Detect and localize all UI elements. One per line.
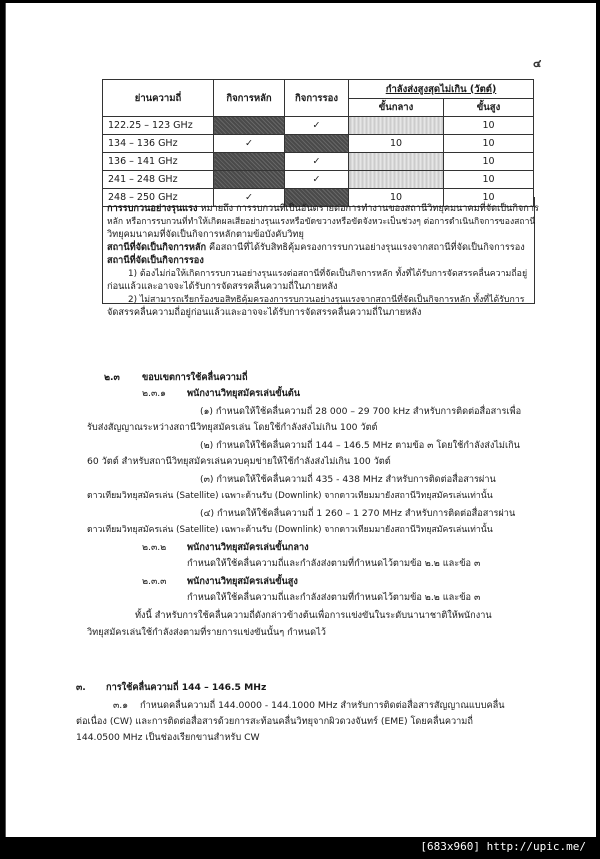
primary-cell xyxy=(214,117,285,135)
def-text: หมายถึง การรบกวนที่เป็นอันตรายต่อการทำงานของสถานีวิทยุคมนาคมที่จัดเป็นกิจการ xyxy=(197,203,539,214)
header-intermediate: ขั้นกลาง xyxy=(349,99,444,117)
list-item-line: (๒) กำหนดให้ใช้คลื่นความถี่ 144 – 146.5 MHz ตามข้อ ๓ โดยใช้กำลังส่งไม่เกิน xyxy=(200,440,520,451)
subsection-number: ๒.๓.๓ xyxy=(142,576,167,587)
list-item-line: (๓) กำหนดให้ใช้คลื่นความถี่ 435 - 438 MHz สำหรับการติดต่อสื่อสารผ่าน xyxy=(200,474,496,485)
term-interference: การรบกวนอย่างรุนแรง xyxy=(107,203,198,214)
primary-cell: ✓ xyxy=(214,135,285,153)
advanced-cell: 10 xyxy=(444,171,534,189)
secondary-cell: ✓ xyxy=(285,171,349,189)
list-item-line: 60 วัตต์ สำหรับสถานีวิทยุสมัครเล่นควบคุมข่ายให้ใช้กำลังส่งไม่เกิน 100 วัตต์ xyxy=(87,456,391,467)
subsection-title: พนักงานวิทยุสมัครเล่นขั้นสูง xyxy=(187,576,298,587)
term-primary: สถานีที่จัดเป็นกิจการหลัก xyxy=(107,242,207,253)
secondary-cell xyxy=(285,135,349,153)
intermediate-cell xyxy=(349,171,444,189)
primary-cell xyxy=(214,153,285,171)
frequency-allocation-table xyxy=(102,79,534,207)
list-item-line: (๑) กำหนดให้ใช้คลื่นความถี่ 28 000 – 29 700 kHz สำหรับการติดต่อสื่อสารเพื่อ xyxy=(200,406,522,417)
subsection-number: ๓.๑ xyxy=(113,700,129,711)
primary-cell xyxy=(214,171,285,189)
band-cell: 136 – 141 GHz xyxy=(103,153,214,171)
note-line: 1) ต้องไม่ก่อให้เกิดการรบกวนอย่างรุนแรงต่อสถานีที่จัดเป็นกิจการหลัก ทั้งที่ได้รับการจัดสรรคลื่นความถี่อยู่ xyxy=(128,269,528,279)
section-number: ๓. xyxy=(76,682,86,693)
advanced-cell: 10 xyxy=(444,153,534,171)
table-row xyxy=(103,153,534,171)
advanced-cell: 10 xyxy=(444,189,534,207)
list-item-line: (๔) กำหนดให้ใช้คลื่นความถี่ 1 260 – 1 270 MHz สำหรับการติดต่อสื่อสารผ่าน xyxy=(200,508,516,519)
list-item-line: รับส่งสัญญาณระหว่างสถานีวิทยุสมัครเล่น โดยใช้กำลังส่งไม่เกิน 100 วัตต์ xyxy=(87,422,378,433)
note-line: ก่อนแล้วและอาจจะได้รับการจัดสรรคลื่นความถี่ในภายหลัง xyxy=(107,281,338,292)
subsection-title: พนักงานวิทยุสมัครเล่นขั้นกลาง xyxy=(187,542,309,553)
subsection-number: ๒.๓.๒ xyxy=(142,542,167,553)
table-row xyxy=(103,135,534,153)
watermark-text: [683x960] http://upic.me/ xyxy=(420,840,586,853)
subsection-text: กำหนดให้ใช้คลื่นความถี่และกำลังส่งตามที่กำหนดไว้ตามข้อ ๒.๒ และข้อ ๓ xyxy=(187,592,481,603)
note-line: วิทยุคมนาคมที่จัดเป็นกิจการหลักตามข้อบังคับวิทยุ xyxy=(107,229,304,240)
intermediate-cell: 10 xyxy=(349,189,444,207)
list-item-line: ดาวเทียมวิทยุสมัครเล่น (Satellite) เฉพาะด้านรับ (Downlink) จากดาวเทียมมายังสถานีวิทยุสมัครเล่นเท่านั้น xyxy=(87,491,493,501)
band-cell: 248 – 250 GHz xyxy=(103,189,214,207)
secondary-cell: ✓ xyxy=(285,117,349,135)
paragraph-line: 144.0500 MHz เป็นช่องเรียกขานสำหรับ CW xyxy=(76,732,260,743)
header-primary: กิจการหลัก xyxy=(214,80,285,117)
def-text: คือสถานีที่ได้รับสิทธิคุ้มครองการรบกวนอย่างรุนแรงจากสถานีที่จัดเป็นกิจการรอง xyxy=(206,242,525,253)
header-band: ย่านความถี่ xyxy=(103,80,214,117)
term-secondary: สถานีที่จัดเป็นกิจการรอง xyxy=(107,255,204,266)
remark-line: วิทยุสมัครเล่นใช้กำลังส่งตามที่รายการแข่งขันนั้นๆ กำหนดไว้ xyxy=(87,627,326,638)
note-primary xyxy=(107,242,525,254)
subsection-number: ๒.๓.๑ xyxy=(142,388,167,399)
advanced-cell: 10 xyxy=(444,117,534,135)
advanced-cell: 10 xyxy=(444,135,534,153)
paragraph-line: ต่อเนื่อง (CW) และการติดต่อสื่อสารด้วยการสะท้อนคลื่นวิทยุจากผิวดวงจันทร์ (EME) โดยคลื่นความถี่ xyxy=(76,716,473,727)
band-cell: 122.25 – 123 GHz xyxy=(103,117,214,135)
subsection-title: พนักงานวิทยุสมัครเล่นขั้นต้น xyxy=(187,388,301,399)
note-interference xyxy=(107,203,539,215)
section-title: การใช้คลื่นความถี่ 144 – 146.5 MHz xyxy=(106,682,267,693)
paragraph-line: กำหนดคลื่นความถี่ 144.0000 - 144.1000 MHz สำหรับการติดต่อสื่อสารสัญญาณแบบคลื่น xyxy=(140,700,505,711)
header-advanced: ขั้นสูง xyxy=(444,99,534,117)
page-number: ๔ xyxy=(533,57,542,70)
remark-line: ทั้งนี้ สำหรับการใช้คลื่นความถี่ดังกล่าวข้างต้นเพื่อการแข่งขันในระดับนานาชาติให้พนักงาน xyxy=(135,610,492,621)
note-line: หลัก หรือการรบกวนที่ทำให้เกิดผลเสียอย่างรุนแรงหรือขัดขวางหรือขัดจังหวะเป็นช่วงๆ ต่อการดำเนินกิจการของสถานี xyxy=(107,217,536,227)
subsection-text: กำหนดให้ใช้คลื่นความถี่และกำลังส่งตามที่กำหนดไว้ตามข้อ ๒.๒ และข้อ ๓ xyxy=(187,558,481,569)
secondary-cell: ✓ xyxy=(285,153,349,171)
section-number: ๒.๓ xyxy=(104,372,120,383)
band-cell: 241 – 248 GHz xyxy=(103,171,214,189)
band-cell: 134 – 136 GHz xyxy=(103,135,214,153)
intermediate-cell xyxy=(349,153,444,171)
header-secondary: กิจการรอง xyxy=(285,80,349,117)
section-title: ขอบเขตการใช้คลื่นความถี่ xyxy=(142,372,248,383)
intermediate-cell xyxy=(349,117,444,135)
note-line: 2) ไม่สามารถเรียกร้องขอสิทธิคุ้มครองการรบกวนอย่างรุนแรงจากสถานีที่จัดเป็นกิจการหลัก ทั้งที่ได้รับการ xyxy=(128,295,525,305)
header-max-power: กำลังส่งสูงสุดไม่เกิน (วัตต์) xyxy=(349,80,534,99)
table-row xyxy=(103,171,534,189)
primary-cell: ✓ xyxy=(214,189,285,207)
list-item-line: ดาวเทียมวิทยุสมัครเล่น (Satellite) เฉพาะด้านรับ (Downlink) จากดาวเทียมมายังสถานีวิทยุสมัครเล่นเท่านั้น xyxy=(87,525,493,535)
table-row xyxy=(103,117,534,135)
note-line: จัดสรรคลื่นความถี่อยู่ก่อนแล้วและอาจจะได้รับการจัดสรรคลื่นความถี่ในภายหลัง xyxy=(107,307,422,318)
intermediate-cell: 10 xyxy=(349,135,444,153)
